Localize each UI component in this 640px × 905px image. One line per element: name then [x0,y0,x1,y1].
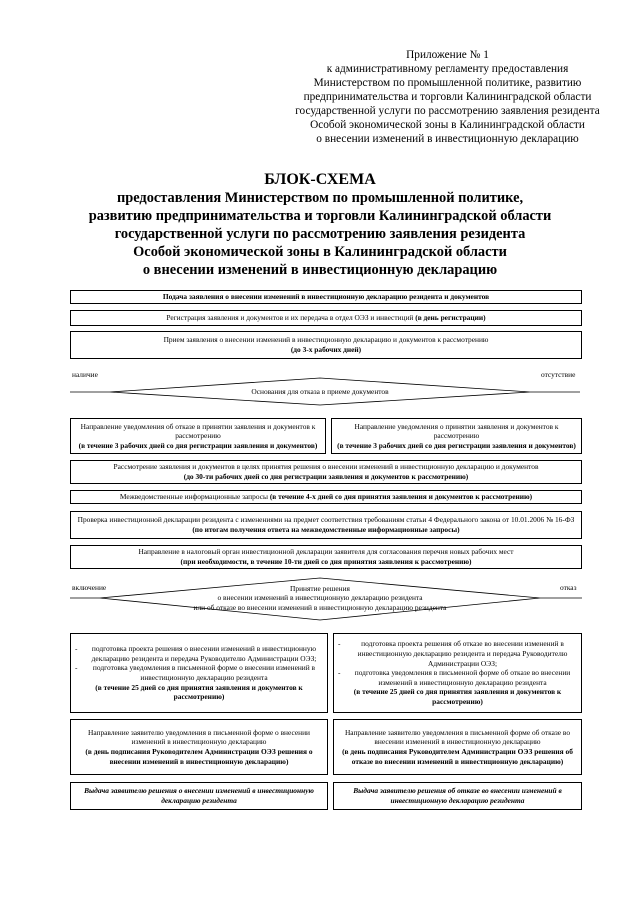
step-text: Межведомственные информационные запросы [119,492,268,502]
decision-line: Принятие решения [290,584,350,593]
step-text: Направление уведомления о принятии заявления и документов к рассмотрению [354,421,559,441]
step-text: Направление в налоговый орган инвестиционной декларации заявителя для согласования перечня новых рабочих мест [138,547,514,557]
step-text: Направление заявителю уведомления в письменной форме о внесении изменений в инвестиционную декларацию [87,727,310,747]
step-interagency-requests [70,490,582,504]
decision-line: или об отказе во внесении изменений в инвестиционную декларацию резидента [193,602,447,612]
title-line: Особой экономической зоны в Калининградской области [133,244,507,260]
send-refusal-notice [333,719,582,775]
step-declaration-check [70,511,582,539]
task-list [75,644,323,682]
title-line: о внесении изменений в инвестиционную декларацию [142,262,498,278]
decision-refusal-grounds: Основания для отказа в приеме документов [251,387,389,396]
appendix-line: предпринимательства и торговли Калининградской области [303,91,592,103]
prepare-amendment-decision [70,633,328,713]
step-text: Направление заявителю уведомления в письменной форме об отказе во внесении изменений в инвестиционную декларацию [344,727,571,747]
step-deadline: (в течение 3 рабочих дней со дня регистрации заявления и документов) [337,440,576,450]
step-text: Прием заявления о внесении изменений в инвестиционную декларацию и документов к рассмотрению [163,335,489,345]
step-deadline: (в течение 25 дней со дня принятия заявления и документов к рассмотрению) [353,687,562,706]
label-inclusion: включение [72,583,107,592]
task-item: - подготовка проекта решения о внесении изменений в инвестиционную декларацию резидента и передача Руководителю Администрации ОЭЗ; [75,644,323,663]
step-text: Выдача заявителю решения об отказе во внесении изменений в инвестиционную декларацию резидента [353,786,562,805]
task-item: - подготовка уведомления в письменной форме об отказе во внесении изменений в инвестиционную декларацию резидента [338,668,577,687]
step-deadline: (в течение 3 рабочих дней со дня регистрации заявления и документов) [78,440,318,450]
task-item: - подготовка уведомления в письменной форме о внесении изменений в инвестиционную декларацию резидента [75,663,323,682]
step-deadline: (в течение 4-х дней со дня принятия заявления и документов к рассмотрению) [269,492,533,502]
notify-acceptance [331,418,582,454]
label-presence: наличие [72,370,98,379]
step-deadline: (до 30-ти рабочих дней со дня регистрации заявления и документов к рассмотрению) [183,472,469,481]
step-deadline: (до 3-х рабочих дней) [290,345,362,354]
issue-amendment-decision [70,782,328,810]
appendix-line: Приложение № 1 [406,49,489,61]
task-list [338,639,577,687]
appendix-line: к административному регламенту предоставления [326,63,569,75]
task-item: - подготовка проекта решения об отказе во внесении изменений в инвестиционную декларацию резидента и передача Руководителю Администрации ОЭЗ; [338,639,577,668]
step-submit-application [70,290,582,304]
step-review-documents [70,460,582,484]
title-line: государственной услуги по рассмотрению заявления резидента [114,226,526,242]
step-text: Подача заявления о внесении изменений в инвестиционную декларацию резидента и документов [162,292,490,302]
step-acceptance [70,331,582,359]
label-refusal: отказ [560,583,577,592]
label-absence: отсутствие [541,370,576,379]
decision-line: о внесении изменений в инвестиционную декларацию резидента [217,593,423,603]
title-main: БЛОК-СХЕМА [264,171,376,188]
step-text: Рассмотрение заявления и документов в целях принятия решения о внесении изменений в инвестиционную декларацию и документов [113,462,539,472]
issue-refusal-decision [333,782,582,810]
step-tax-authority [70,545,582,569]
step-text: Проверка инвестиционной декларации резидента с изменениями на предмет соответствия требованиям статьи 4 Федерального закона от 10.01.2006 № 16-ФЗ [77,515,575,525]
step-deadline: (в день подписания Руководителем Администрации ОЭЗ решения о внесении изменений в инвестиционную декларацию) [85,747,313,766]
send-amendment-notice [70,719,328,775]
appendix-line: о внесении изменений в инвестиционную декларацию [316,133,579,145]
step-deadline: (по итогам получения ответа на межведомственные информационные запросы) [192,525,460,534]
step-deadline: (в течение 25 дней со дня принятия заявления и документов к рассмотрению) [95,682,303,702]
step-deadline: (в день регистрации) [415,313,486,323]
prepare-refusal-decision [333,633,582,713]
appendix-line: Министерством по промышленной политике, развитию [313,77,582,89]
notify-refusal-acceptance [70,418,326,454]
appendix-line: государственной услуги по рассмотрению заявления резидента [295,105,600,117]
step-text: Выдача заявителю решения о внесении изменений в инвестиционную декларацию резидента [84,786,314,805]
decision-amendment [150,584,490,612]
step-deadline: (при необходимости, в течение 10-ти дней со дня принятия заявления к рассмотрению) [180,557,472,566]
step-registration [70,310,582,326]
appendix-line: Особой экономической зоны в Калининградской области [310,119,585,131]
step-deadline: (в день подписания Руководителем Администрации ОЭЗ решения об отказе во внесении изменений в инвестиционную декларацию) [342,747,573,766]
step-text: Направление уведомления об отказе в принятии заявления и документов к рассмотрению [80,421,316,441]
title-line: развитию предпринимательства и торговли Калининградской области [88,208,552,224]
step-text: Регистрация заявления и документов и их передача в отдел ОЭЗ и инвестиций [166,313,414,323]
title-line: предоставления Министерством по промышленной политике, [116,190,524,206]
